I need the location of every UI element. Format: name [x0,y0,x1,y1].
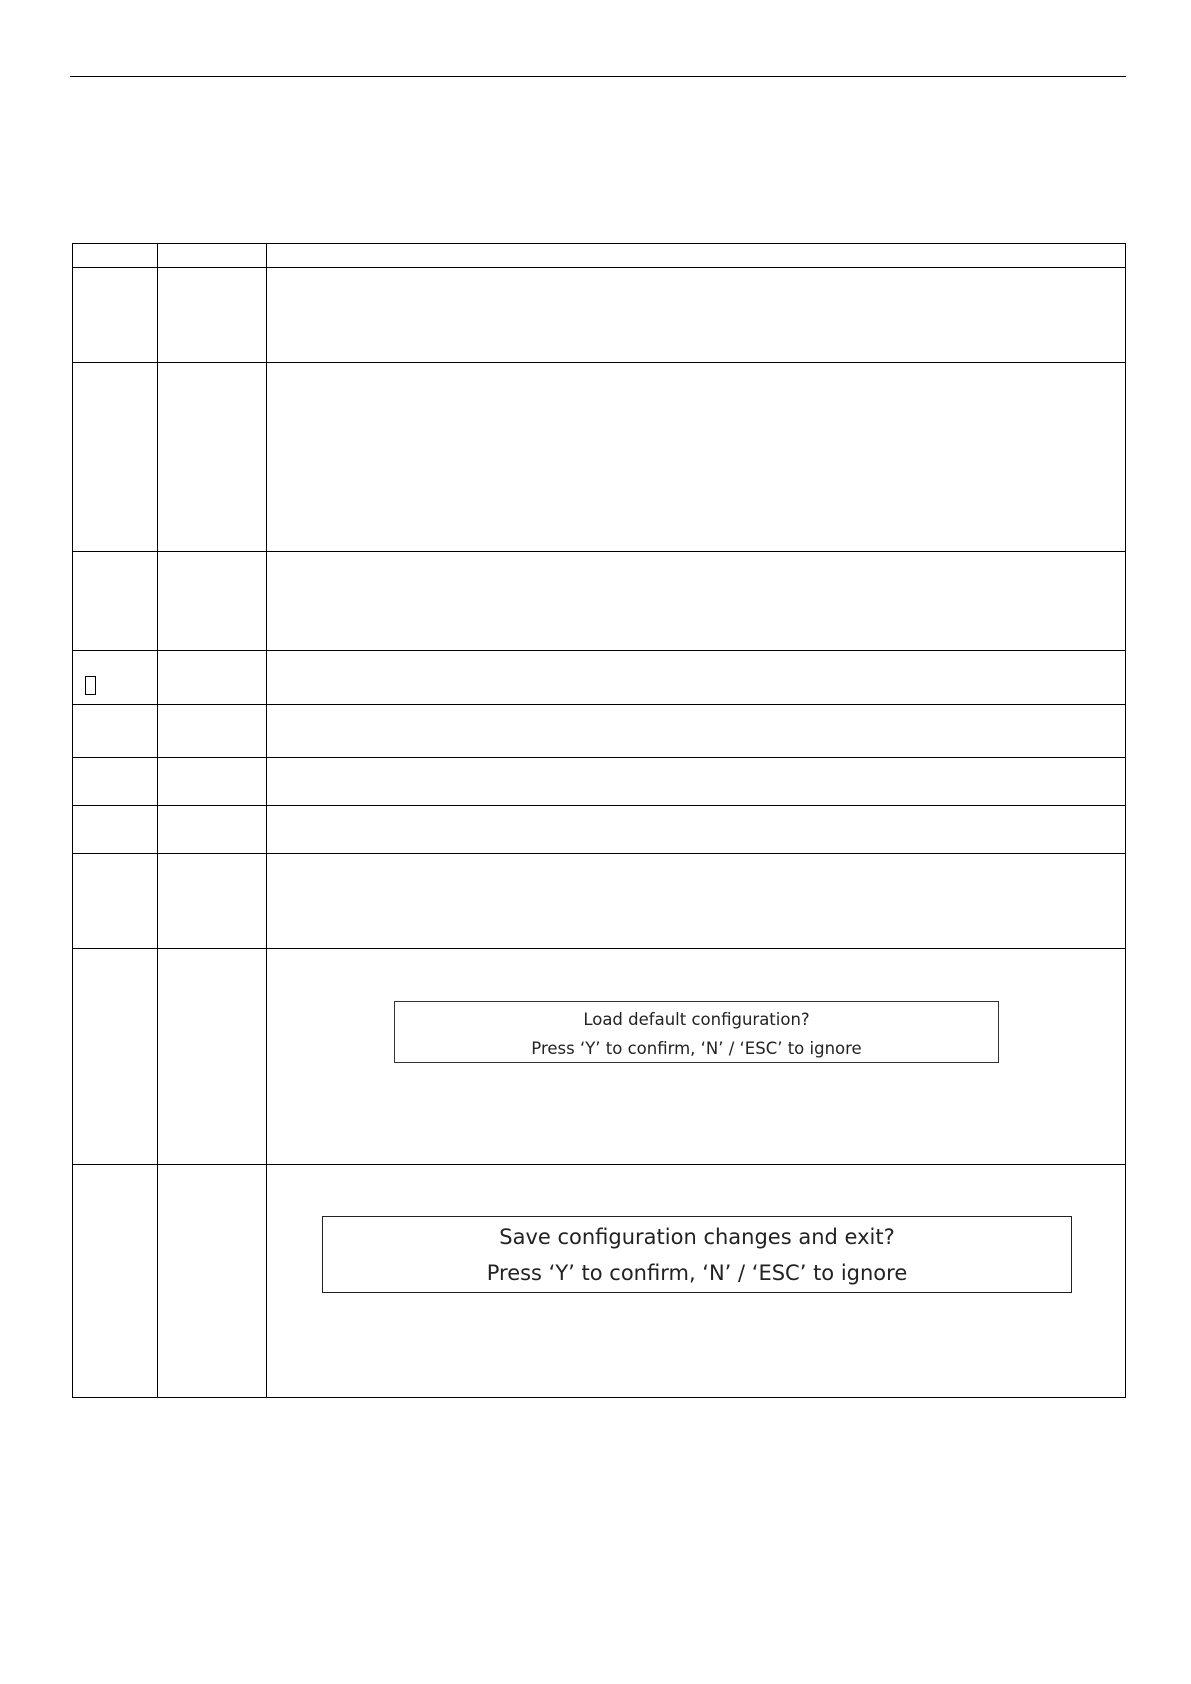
key-cell [73,363,158,552]
table-row [73,758,1126,806]
table-row [73,806,1126,854]
header-cell-description [267,244,1126,268]
description-cell [267,268,1126,363]
description-cell [267,651,1126,705]
description-cell [267,854,1126,949]
table-row [73,949,1126,1165]
key-cell [73,758,158,806]
key-function-table [72,243,1126,1398]
description-cell [267,949,1126,1165]
key-cell [73,1165,158,1398]
function-cell [158,758,267,806]
save-exit-prompt: Press ‘Y’ to confirm, ‘N’ / ‘ESC’ to ignore [486,1261,908,1285]
key-cell [73,552,158,651]
description-cell [267,552,1126,651]
description-cell [267,758,1126,806]
table-row [73,1165,1126,1398]
table-row [73,363,1126,552]
function-cell [158,651,267,705]
description-cell [267,1165,1126,1398]
table-row [73,651,1126,705]
function-cell [158,363,267,552]
table-row [73,705,1126,758]
function-cell [158,705,267,758]
load-default-prompt: Press ‘Y’ to confirm, ‘N’ / ‘ESC’ to ignore [531,1039,862,1058]
save-exit-question: Save configuration changes and exit? [499,1225,895,1249]
key-cell [73,949,158,1165]
key-cell [73,806,158,854]
function-cell [158,268,267,363]
table-header-row [73,244,1126,268]
function-cell [158,1165,267,1398]
header-cell-function [158,244,267,268]
key-cell [73,268,158,363]
description-cell [267,363,1126,552]
function-cell [158,552,267,651]
description-cell [267,705,1126,758]
key-cell [73,705,158,758]
load-default-question: Load default configuration? [583,1010,810,1029]
load-default-dialog [394,1001,999,1063]
function-cell [158,949,267,1165]
table-row [73,268,1126,363]
key-glyph-icon [85,676,96,700]
table-row [73,552,1126,651]
table-row [73,854,1126,949]
key-cell [73,854,158,949]
function-cell [158,854,267,949]
save-exit-dialog [322,1216,1072,1293]
description-cell [267,806,1126,854]
header-cell-key [73,244,158,268]
function-cell [158,806,267,854]
header-rule [70,76,1126,77]
key-cell [73,651,158,705]
